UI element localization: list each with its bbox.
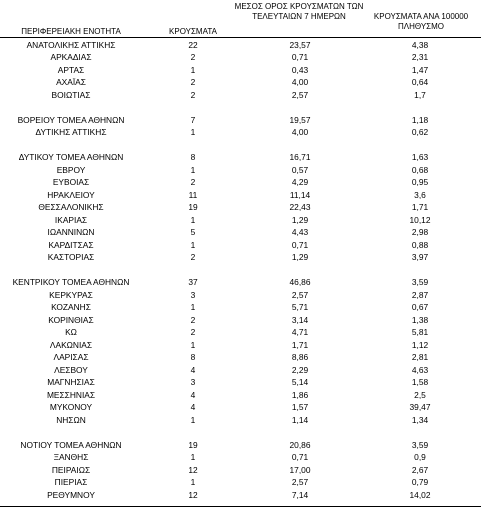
cell-cases: 1	[190, 339, 196, 350]
cell-cases: 4	[190, 402, 196, 412]
table-row	[0, 326, 481, 338]
cell-region: ΚΑΣΤΟΡΙΑΣ	[47, 252, 95, 262]
cell-avg7: 20,86	[289, 439, 311, 450]
table-row	[0, 76, 481, 88]
cell-per100k: 0,9	[414, 452, 426, 462]
cell-per100k: 0,88	[411, 239, 429, 250]
cell-per100k: 2,31	[411, 52, 429, 62]
table-row	[0, 476, 481, 488]
cell-per100k: 2,87	[411, 289, 429, 300]
cell-per100k: 1,34	[411, 414, 429, 425]
cell-cases: 1	[190, 214, 196, 225]
cell-avg7: 16,71	[289, 152, 311, 162]
table-row	[0, 201, 481, 213]
cell-per100k: 1,7	[414, 89, 426, 100]
cell-cases: 4	[190, 389, 196, 400]
table-row	[0, 376, 481, 388]
cell-region: ΜΑΓΝΗΣΙΑΣ	[47, 377, 95, 387]
cell-cases: 5	[190, 227, 196, 237]
cell-cases: 1	[190, 127, 196, 137]
cell-region: ΚΕΝΤΡΙΚΟΥ ΤΟΜΕΑ ΑΘΗΝΩΝ	[12, 277, 130, 287]
table-row	[0, 389, 481, 401]
table-row	[0, 39, 481, 51]
cell-per100k: 4,38	[411, 39, 429, 50]
cell-avg7: 23,57	[289, 39, 311, 50]
cell-region: ΛΕΣΒΟΥ	[54, 364, 88, 375]
table-row	[0, 126, 481, 138]
cell-per100k: 0,62	[411, 127, 429, 137]
table-row	[0, 439, 481, 451]
cell-region: ΝΗΣΩΝ	[56, 414, 86, 425]
table-row	[0, 239, 481, 251]
cell-avg7: 2,57	[291, 289, 309, 300]
cell-avg7: 0,57	[291, 164, 309, 175]
cell-per100k: 1,38	[411, 314, 429, 325]
cell-per100k: 3,97	[411, 252, 429, 262]
table-row	[0, 114, 481, 126]
cell-cases: 2	[190, 77, 196, 87]
cell-region: ΑΧΑΪΑΣ	[56, 77, 86, 87]
cell-region: ΜΕΣΣΗΝΙΑΣ	[46, 389, 96, 400]
cell-cases: 22	[188, 39, 198, 50]
cell-avg7: 22,43	[289, 202, 311, 212]
cell-cases: 1	[190, 452, 196, 462]
cell-avg7: 1,29	[291, 214, 309, 225]
cell-region: ΘΕΣΣΑΛΟΝΙΚΗΣ	[38, 202, 104, 212]
cell-region: ΡΕΘΥΜΝΟΥ	[47, 489, 95, 500]
table-row	[0, 139, 481, 151]
cell-per100k: 1,18	[411, 114, 429, 125]
table-row	[0, 176, 481, 188]
cell-per100k: 3,6	[414, 189, 426, 200]
cell-per100k: 5,81	[411, 327, 429, 337]
cell-per100k: 1,12	[411, 339, 429, 350]
cell-per100k: 1,63	[411, 152, 429, 162]
cell-region: ΜΥΚΟΝΟΥ	[49, 402, 93, 412]
cell-per100k: 0,95	[411, 177, 429, 187]
cell-avg7: 4,00	[291, 127, 309, 137]
cell-cases: 11	[188, 189, 198, 200]
cell-per100k: 3,59	[411, 439, 429, 450]
cell-region: ΛΑΡΙΣΑΣ	[53, 352, 89, 362]
cell-avg7: 4,43	[291, 227, 309, 237]
cell-avg7: 1,71	[291, 339, 309, 350]
cell-cases: 1	[190, 239, 196, 250]
cell-avg7: 2,57	[291, 477, 309, 487]
table-row	[0, 351, 481, 363]
cell-avg7: 1,14	[291, 414, 309, 425]
cell-cases: 1	[190, 414, 196, 425]
cell-avg7: 1,29	[291, 252, 309, 262]
cell-cases: 37	[188, 277, 198, 287]
cell-region: ΠΙΕΡΙΑΣ	[54, 477, 88, 487]
cell-cases: 1	[190, 302, 196, 312]
cell-region: ΞΑΝΘΗΣ	[53, 452, 89, 462]
cell-cases: 2	[190, 327, 196, 337]
cell-avg7: 0,43	[291, 64, 309, 75]
header-avg7: ΜΕΣΟΣ ΟΡΟΣ ΚΡΟΥΣΜΑΤΩΝ ΤΩΝ ΤΕΛΕΥΤΑΙΩΝ 7 ΗΜΕΡΩΝ	[234, 2, 364, 21]
header-cases: ΚΡΟΥΣΜΑΤΑ	[169, 27, 217, 36]
header-region: ΠΕΡΙΦΕΡΕΙΑΚΗ ΕΝΟΤΗΤΑ	[21, 27, 121, 36]
cell-cases: 2	[190, 52, 196, 62]
table-row	[0, 451, 481, 463]
cell-region: ΕΒΡΟΥ	[56, 164, 86, 175]
cell-avg7: 0,71	[291, 52, 309, 62]
cell-region: ΠΕΙΡΑΙΩΣ	[51, 464, 91, 475]
cell-cases: 2	[190, 252, 196, 262]
cell-region: ΕΥΒΟΙΑΣ	[52, 177, 90, 187]
table-row	[0, 226, 481, 238]
header-per100k: ΚΡΟΥΣΜΑΤΑ ΑΝΑ 100000 ΠΛΗΘΥΣΜΟ	[373, 12, 469, 31]
cell-per100k: 2,98	[411, 227, 429, 237]
cell-avg7: 46,86	[289, 277, 311, 287]
cell-region: ΚΕΡΚΥΡΑΣ	[49, 289, 93, 300]
table-row	[0, 189, 481, 201]
cell-cases: 12	[188, 489, 198, 500]
cell-cases: 1	[190, 477, 196, 487]
cell-per100k: 4,63	[411, 364, 429, 375]
cell-per100k: 14,02	[409, 489, 431, 500]
cell-cases: 1	[190, 164, 196, 175]
cell-region: ΒΟΡΕΙΟΥ ΤΟΜΕΑ ΑΘΗΝΩΝ	[17, 114, 125, 125]
table-row	[0, 289, 481, 301]
cell-avg7: 5,71	[291, 302, 309, 312]
cell-cases: 8	[190, 152, 196, 162]
table-row	[0, 151, 481, 163]
table-row	[0, 314, 481, 326]
cell-cases: 12	[188, 464, 198, 475]
cell-cases: 2	[190, 314, 196, 325]
cell-cases: 7	[190, 114, 196, 125]
table-row	[0, 401, 481, 413]
table-row	[0, 414, 481, 426]
table-row	[0, 339, 481, 351]
cell-cases: 4	[190, 364, 196, 375]
cell-per100k: 0,64	[411, 77, 429, 87]
cell-avg7: 2,29	[291, 364, 309, 375]
cell-region: ΒΟΙΩΤΙΑΣ	[51, 89, 91, 100]
cell-cases: 1	[190, 64, 196, 75]
table-row	[0, 364, 481, 376]
cell-per100k: 2,67	[411, 464, 429, 475]
cell-region: ΑΡΚΑΔΙΑΣ	[50, 52, 92, 62]
cell-avg7: 1,86	[291, 389, 309, 400]
table-row	[0, 464, 481, 476]
cell-per100k: 0,68	[411, 164, 429, 175]
cell-region: ΔΥΤΙΚΟΥ ΤΟΜΕΑ ΑΘΗΝΩΝ	[18, 152, 124, 162]
cell-region: ΛΑΚΩΝΙΑΣ	[49, 339, 93, 350]
cell-avg7: 0,71	[291, 239, 309, 250]
table-row	[0, 264, 481, 276]
cell-avg7: 8,86	[291, 352, 309, 362]
table-row	[0, 214, 481, 226]
cell-cases: 2	[190, 177, 196, 187]
cell-per100k: 10,12	[409, 214, 431, 225]
cell-avg7: 11,14	[289, 189, 311, 200]
cell-region: ΗΡΑΚΛΕΙΟΥ	[47, 189, 95, 200]
cell-avg7: 1,57	[291, 402, 309, 412]
cell-region: ΔΥΤΙΚΗΣ ΑΤΤΙΚΗΣ	[35, 127, 107, 137]
table-row	[0, 64, 481, 76]
cell-per100k: 2,81	[411, 352, 429, 362]
cell-region: ΚΟΡΙΝΘΙΑΣ	[48, 314, 94, 325]
cell-per100k: 1,47	[411, 64, 429, 75]
cell-per100k: 1,58	[411, 377, 429, 387]
cell-per100k: 0,67	[411, 302, 429, 312]
table-row	[0, 489, 481, 501]
table-row	[0, 51, 481, 63]
table-row	[0, 276, 481, 288]
cell-avg7: 5,14	[291, 377, 309, 387]
cell-per100k: 0,79	[411, 477, 429, 487]
cell-per100k: 3,59	[411, 277, 429, 287]
cell-avg7: 3,14	[291, 314, 309, 325]
cell-region: ΚΟΖΑΝΗΣ	[51, 302, 91, 312]
table-row	[0, 301, 481, 313]
table-row	[0, 164, 481, 176]
cell-avg7: 0,71	[291, 452, 309, 462]
cell-avg7: 2,57	[291, 89, 309, 100]
cell-region: ΚΩ	[65, 327, 77, 337]
cell-avg7: 7,14	[291, 489, 309, 500]
table-row	[0, 89, 481, 101]
cell-cases: 3	[190, 377, 196, 387]
cell-cases: 19	[188, 439, 198, 450]
cell-region: ΑΝΑΤΟΛΙΚΗΣ ΑΤΤΙΚΗΣ	[26, 39, 116, 50]
cell-per100k: 1,71	[411, 202, 429, 212]
cell-cases: 8	[190, 352, 196, 362]
table-row	[0, 251, 481, 263]
cell-region: ΝΟΤΙΟΥ ΤΟΜΕΑ ΑΘΗΝΩΝ	[20, 439, 122, 450]
cell-region: ΙΚΑΡΙΑΣ	[54, 214, 88, 225]
cell-cases: 3	[190, 289, 196, 300]
cell-avg7: 17,00	[289, 464, 311, 475]
cell-cases: 2	[190, 89, 196, 100]
cell-per100k: 2,5	[414, 389, 426, 400]
table-row	[0, 426, 481, 438]
cell-avg7: 4,00	[291, 77, 309, 87]
cell-cases: 19	[188, 202, 198, 212]
cell-region: ΚΑΡΔΙΤΣΑΣ	[48, 239, 94, 250]
cell-region: ΙΩΑΝΝΙΝΩΝ	[47, 227, 95, 237]
table-row	[0, 101, 481, 113]
cell-region: ΑΡΤΑΣ	[57, 64, 85, 75]
cell-avg7: 4,71	[291, 327, 309, 337]
cell-avg7: 4,29	[291, 177, 309, 187]
bottom-divider	[0, 506, 481, 507]
cell-avg7: 19,57	[289, 114, 311, 125]
cell-per100k: 39,47	[409, 402, 431, 412]
